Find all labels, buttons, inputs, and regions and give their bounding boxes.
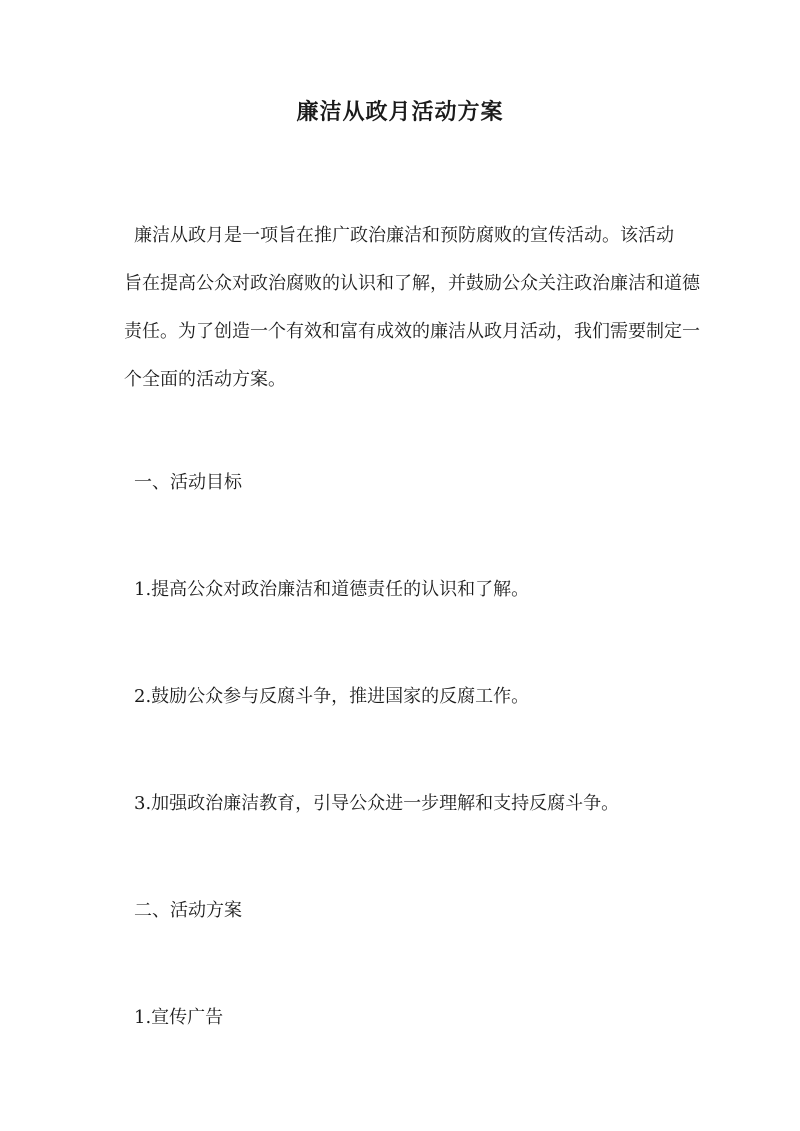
section-heading-goals: 一、活动目标: [134, 472, 242, 493]
goal-item-3: 3.加强政治廉洁教育，引导公众进一步理解和支持反腐斗争。: [134, 793, 620, 814]
plan-item-1: 1.宣传广告: [134, 1007, 224, 1028]
intro-line-1: 廉洁从政月是一项旨在推广政治廉洁和预防腐败的宣传活动。该活动: [134, 225, 674, 246]
intro-line-3: 责任。为了创造一个有效和富有成效的廉洁从政月活动，我们需要制定一: [124, 321, 700, 342]
intro-line-2: 旨在提高公众对政治腐败的认识和了解，并鼓励公众关注政治廉洁和道德: [124, 273, 700, 294]
intro-line-4: 个全面的活动方案。: [124, 369, 286, 390]
section-heading-plan: 二、活动方案: [134, 900, 242, 921]
goal-item-2: 2.鼓励公众参与反腐斗争，推进国家的反腐工作。: [134, 686, 530, 707]
goal-item-1: 1.提高公众对政治廉洁和道德责任的认识和了解。: [134, 579, 530, 600]
intro-paragraph: [124, 212, 702, 404]
document-title: 廉洁从政月活动方案: [296, 99, 504, 125]
